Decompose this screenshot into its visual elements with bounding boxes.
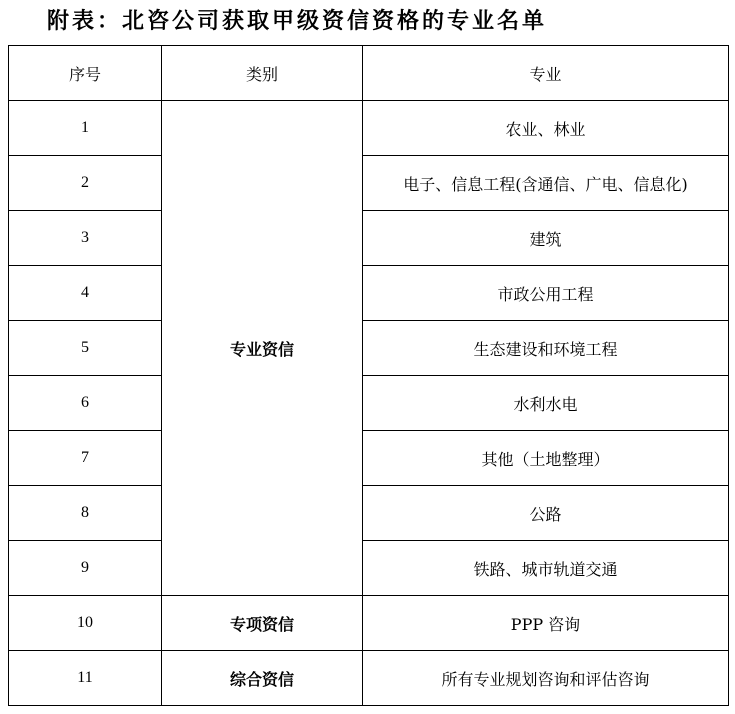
qualification-table xyxy=(8,45,729,706)
row-major: PPP 咨询 xyxy=(363,596,729,651)
row-major: 建筑 xyxy=(363,211,729,266)
row-seq: 10 xyxy=(9,596,162,651)
table-row xyxy=(9,541,729,596)
row-seq: 8 xyxy=(9,486,162,541)
table-row xyxy=(9,266,729,321)
row-seq: 9 xyxy=(9,541,162,596)
row-seq: 5 xyxy=(9,321,162,376)
header-category: 类别 xyxy=(162,46,363,101)
table-row xyxy=(9,651,729,706)
table-row xyxy=(9,431,729,486)
table-row xyxy=(9,376,729,431)
table-row xyxy=(9,321,729,376)
table-row xyxy=(9,486,729,541)
header-seq: 序号 xyxy=(9,46,162,101)
row-major: 生态建设和环境工程 xyxy=(363,321,729,376)
document-title: 附表：北咨公司获取甲级资信资格的专业名单 xyxy=(47,8,548,34)
row-major: 电子、信息工程(含通信、广电、信息化) xyxy=(363,156,729,211)
row-seq: 3 xyxy=(9,211,162,266)
row-major: 公路 xyxy=(363,486,729,541)
row-major: 所有专业规划咨询和评估咨询 xyxy=(363,651,729,706)
table-row xyxy=(9,101,729,156)
row-seq: 7 xyxy=(9,431,162,486)
row-seq: 6 xyxy=(9,376,162,431)
table-header-row xyxy=(9,46,729,101)
row-seq: 4 xyxy=(9,266,162,321)
category-professional: 专业资信 xyxy=(162,101,363,596)
row-major: 农业、林业 xyxy=(363,101,729,156)
category-comprehensive: 综合资信 xyxy=(162,651,363,706)
row-major: 其他（土地整理） xyxy=(363,431,729,486)
row-major: 铁路、城市轨道交通 xyxy=(363,541,729,596)
table-row xyxy=(9,596,729,651)
row-seq: 2 xyxy=(9,156,162,211)
row-seq: 11 xyxy=(9,651,162,706)
row-major: 水利水电 xyxy=(363,376,729,431)
category-special: 专项资信 xyxy=(162,596,363,651)
table-row xyxy=(9,156,729,211)
table-row xyxy=(9,211,729,266)
row-seq: 1 xyxy=(9,101,162,156)
header-major: 专业 xyxy=(363,46,729,101)
row-major: 市政公用工程 xyxy=(363,266,729,321)
